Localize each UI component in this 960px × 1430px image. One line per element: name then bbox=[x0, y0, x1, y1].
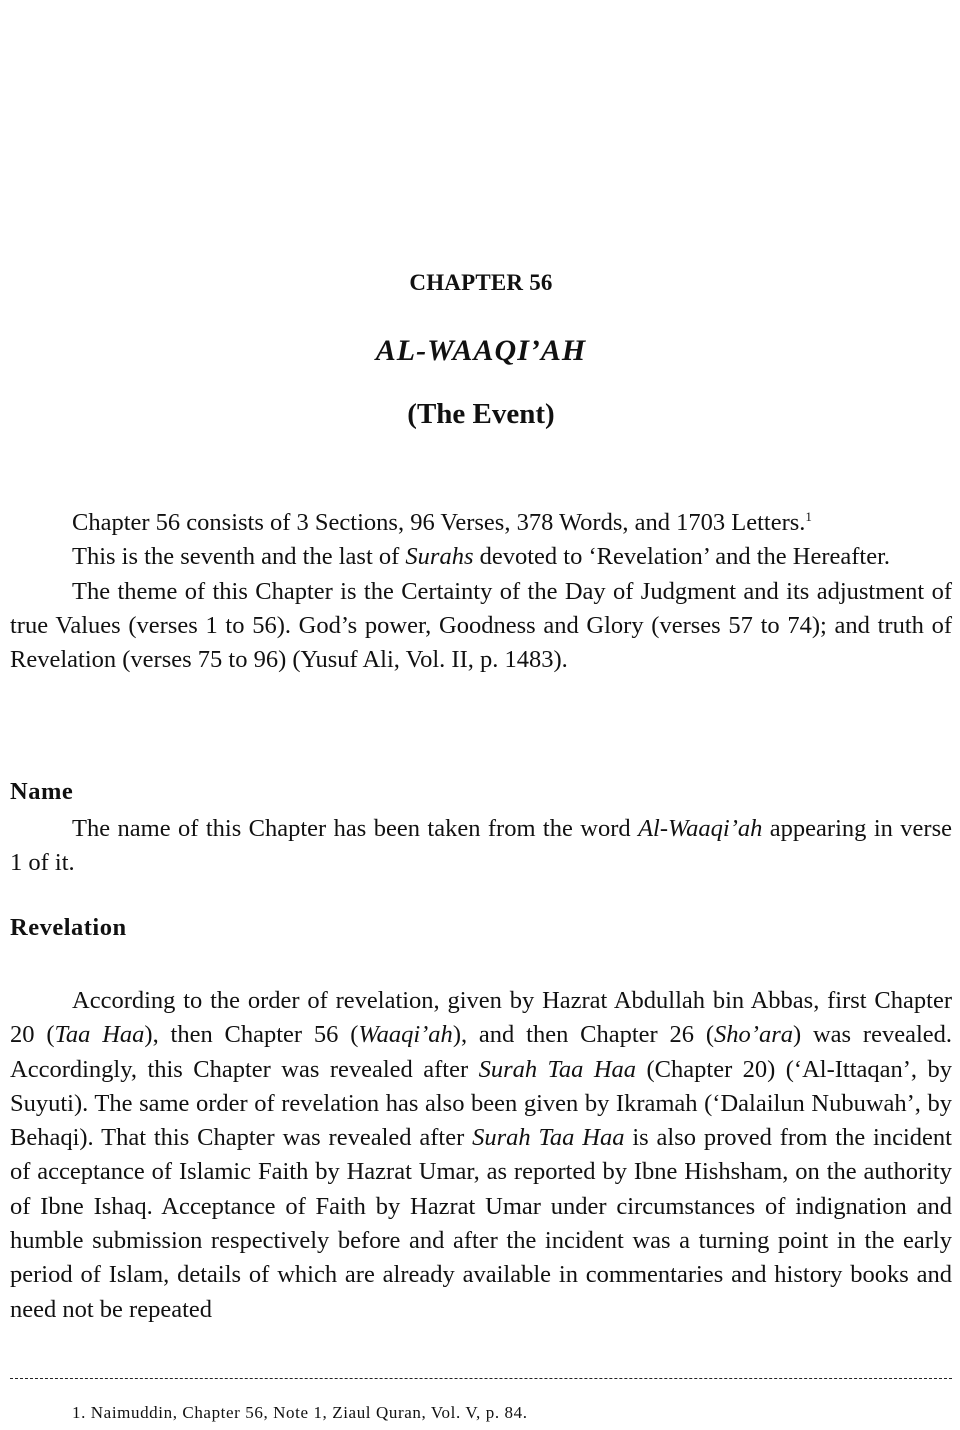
intro-surahs-italic: Surahs bbox=[405, 543, 474, 571]
intro-surahs-after: devoted to ‘Revelation’ and the Hereafter. bbox=[473, 543, 891, 571]
revelation-paragraph bbox=[10, 984, 952, 1327]
revelation-text-3: ), and then Chapter 26 ( bbox=[452, 1021, 715, 1049]
chapter-subtitle: (The Event) bbox=[407, 398, 555, 430]
footnote-ref: 1 bbox=[805, 508, 812, 524]
revelation-text-1: According to the order of revelation, given by Hazrat Abdullah bin Abbas, first Chapter 20 ( bbox=[10, 987, 952, 1049]
name-block bbox=[10, 812, 952, 881]
revelation-italic-1: Taa Haa bbox=[54, 1021, 145, 1049]
name-before: The name of this Chapter has been taken from the word bbox=[72, 815, 639, 842]
revelation-italic-5: Surah Taa Haa bbox=[472, 1124, 625, 1152]
revelation-italic-2: Waaqi’ah bbox=[358, 1021, 453, 1049]
name-paragraph bbox=[10, 812, 952, 881]
intro-paragraph-theme: The theme of this Chapter is the Certainty of the Day of Judgment and its adjustment of true Values (verses 1 to 56). God’s power, Goodness and Glory (verses 57 to 74); and truth of Revelation (verses 75 to 96) (Yusuf Ali, Vol. II, p. 1483). bbox=[10, 577, 952, 674]
revelation-text-6: is also proved from the incident of acceptance of Islamic Faith by Hazrat Umar, as reported by Ibne Hishsham, on the authority of Ibne Ishaq. Acceptance of Faith by Hazrat Umar under circumstances of indignation and humble submission respectively before and after the incident was a turning point in the early period of Islam, details of which are already available in commentaries and history books and need not be repeated bbox=[10, 1124, 952, 1323]
revelation-italic-3: Sho’ara bbox=[714, 1021, 793, 1049]
revelation-text-2: ), then Chapter 56 ( bbox=[144, 1021, 359, 1049]
intro-paragraph-surahs bbox=[10, 540, 952, 574]
name-italic: Al-Waaqi’ah bbox=[638, 815, 763, 842]
revelation-heading: Revelation bbox=[10, 914, 127, 941]
revelation-text-4: ) was revealed. Accordingly, this Chapter was revealed after bbox=[10, 1021, 952, 1083]
intro-surahs-before: This is the seventh and the last of bbox=[72, 543, 406, 571]
footnote-divider bbox=[10, 1378, 952, 1379]
intro-paragraph-counts bbox=[10, 506, 952, 540]
revelation-italic-4: Surah Taa Haa bbox=[478, 1055, 637, 1083]
name-after: appearing in verse 1 of it. bbox=[10, 815, 952, 877]
footnote-1: 1. Naimuddin, Chapter 56, Note 1, Ziaul Quran, Vol. V, p. 84. bbox=[72, 1403, 528, 1422]
name-heading: Name bbox=[10, 778, 74, 805]
intro-block bbox=[10, 506, 952, 677]
intro-counts-text: Chapter 56 consists of 3 Sections, 96 Verses, 378 Words, and 1703 Letters. bbox=[72, 509, 806, 536]
chapter-title: AL-WAAQI’AH bbox=[375, 334, 587, 367]
revelation-block bbox=[10, 984, 952, 1327]
chapter-number: CHAPTER 56 bbox=[409, 270, 553, 295]
revelation-text-5: (Chapter 20) (‘Al-Ittaqan’, by Suyuti). The same order of revelation has also been given by Ikramah (‘Dalailun Nubuwah’, by Behaqi). That this Chapter was revealed after bbox=[10, 1055, 952, 1152]
document-page bbox=[10, 0, 952, 1430]
